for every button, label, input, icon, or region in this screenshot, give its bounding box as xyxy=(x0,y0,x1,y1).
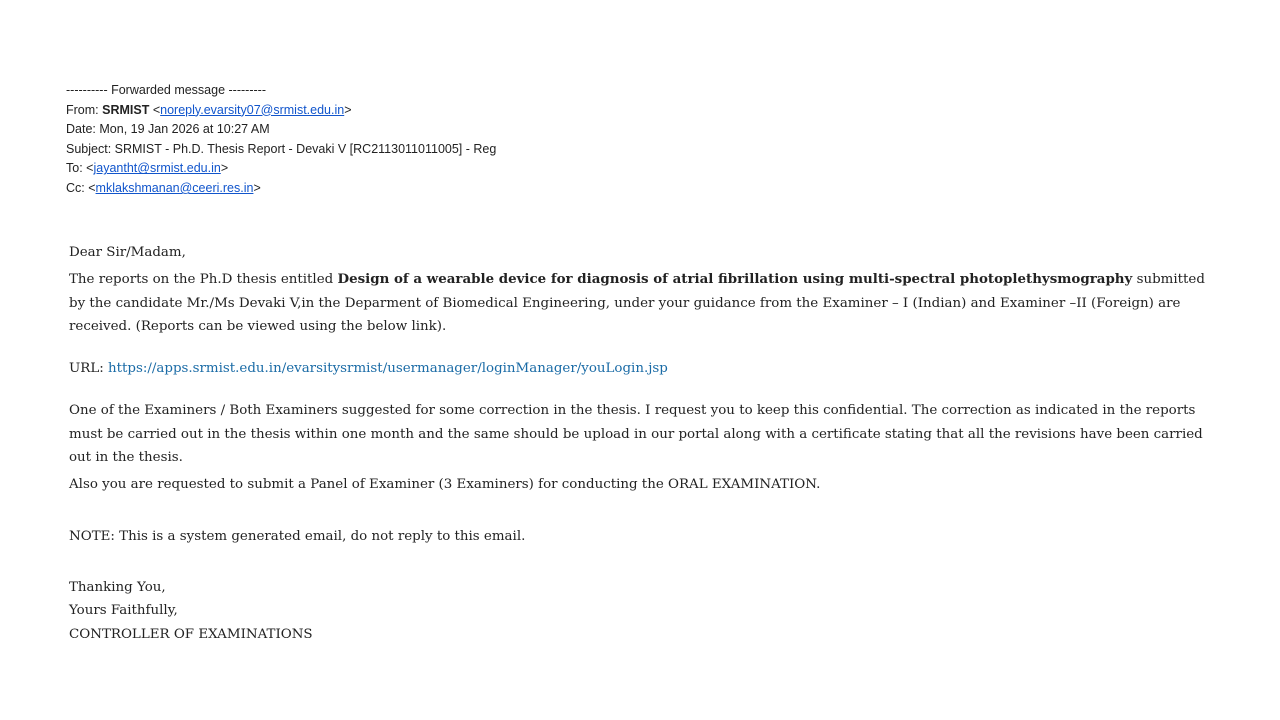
to-row xyxy=(66,159,496,179)
to-label: To: xyxy=(66,161,83,176)
paragraph-reports-end: submitted by the candidate Mr./Ms Devaki V,in the Deparment of Biomedical Engineering, under your guidance from the Examiner – I (Indian) and Examiner –II (Foreign) are received. (Reports can be viewed using the below link). xyxy=(69,272,1205,334)
date-row xyxy=(66,120,496,140)
closing-faithfully: Yours Faithfully, xyxy=(69,603,178,619)
from-name: SRMIST xyxy=(102,102,150,117)
date-value: Mon, 19 Jan 2026 at 10:27 AM xyxy=(99,122,270,137)
date-label: Date: xyxy=(66,122,96,137)
url-label: URL: xyxy=(69,361,109,377)
subject-value: SRMIST - Ph.D. Thesis Report - Devaki V [RC2113011011005] - Reg xyxy=(114,141,497,156)
cc-email-open: < xyxy=(88,180,96,195)
signature: CONTROLLER OF EXAMINATIONS xyxy=(69,626,313,642)
greeting: Dear Sir/Madam, xyxy=(69,245,186,260)
from-row xyxy=(66,101,496,121)
closing-thanks: Thanking You, xyxy=(69,579,166,595)
subject-row xyxy=(66,140,496,160)
to-email-close: > xyxy=(220,161,229,176)
subject-label: Subject: xyxy=(66,141,112,156)
from-label: From: xyxy=(66,102,99,117)
to-email-link[interactable]: jayantht@srmist.edu.in xyxy=(93,161,221,176)
email-body xyxy=(69,241,1219,646)
to-email-open: < xyxy=(86,161,94,176)
cc-row xyxy=(66,179,496,199)
paragraph-corrections: One of the Examiners / Both Examiners suggested for some correction in the thesis. I request you to keep this confidential. The correction as indicated in the reports must be carried out in the thesis within one month and the same should be upload in our portal along with a certificate stating that all the revisions have been carried out in the thesis. xyxy=(69,403,1203,466)
cc-email-close: > xyxy=(253,180,261,195)
portal-url-link[interactable]: https://apps.srmist.edu.in/evarsitysrmist/usermanager/loginManager/youLogin.jsp xyxy=(108,361,668,377)
paragraph-reports xyxy=(69,268,1219,338)
from-email-close: > xyxy=(344,102,352,117)
thesis-title: Design of a wearable device for diagnosis of atrial fibrillation using multi-spectral photoplethysmography xyxy=(337,271,1133,288)
forward-separator: ---------- Forwarded message --------- xyxy=(66,83,266,97)
from-email-open: < xyxy=(152,102,161,117)
paragraph-panel: Also you are requested to submit a Panel of Examiner (3 Examiners) for conducting the ORAL EXAMINATION. xyxy=(69,477,821,493)
forwarded-header xyxy=(66,81,496,199)
from-email-link[interactable]: noreply.evarsity07@srmist.edu.in xyxy=(160,102,345,117)
system-note: NOTE: This is a system generated email, do not reply to this email. xyxy=(69,528,526,544)
cc-email-link[interactable]: mklakshmanan@ceeri.res.in xyxy=(95,180,254,195)
url-line xyxy=(69,357,1219,380)
paragraph-reports-start: The reports on the Ph.D thesis entitled xyxy=(69,272,338,288)
cc-label: Cc: xyxy=(66,180,85,195)
